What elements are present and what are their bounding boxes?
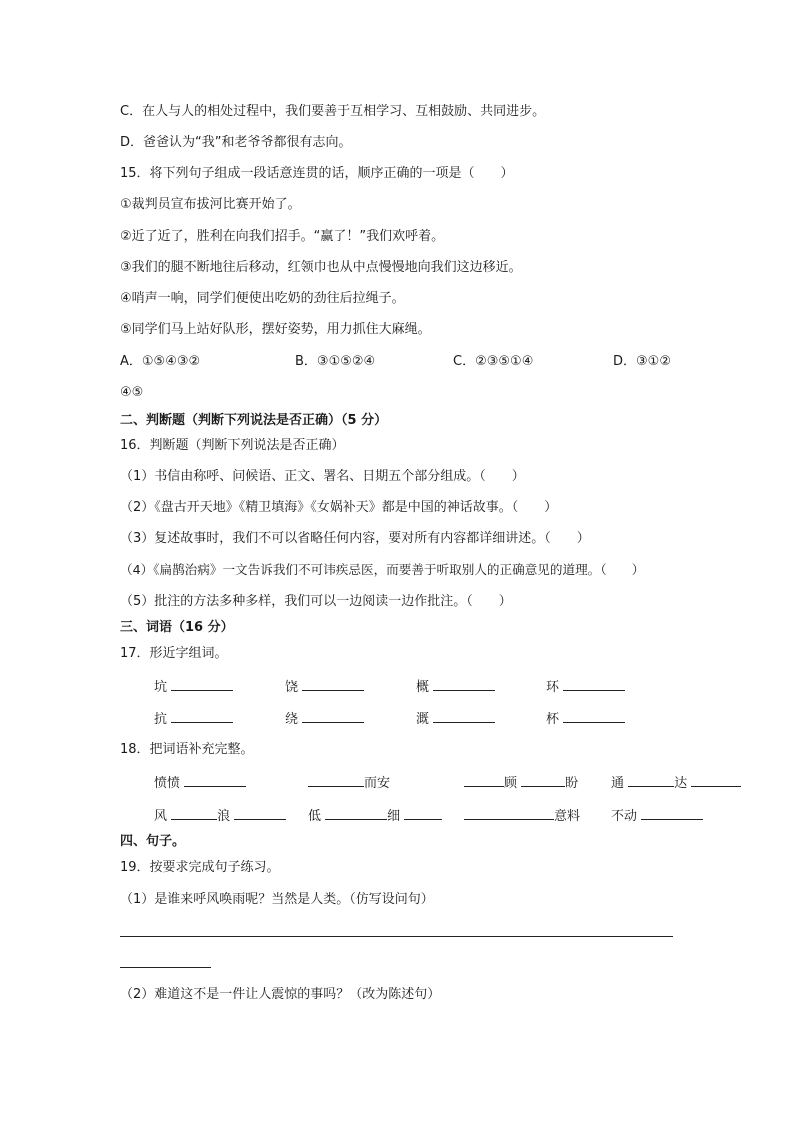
section-3-heading: 三、词语（16 分） bbox=[120, 620, 234, 635]
answer-blank[interactable] bbox=[464, 774, 504, 787]
answer-blank[interactable] bbox=[563, 710, 625, 723]
q15-option-c: C．②③⑤①④ bbox=[453, 354, 534, 369]
sentence-3: ③我们的腿不断地往后移动，红领巾也从中点慢慢地向我们这边移近。 bbox=[120, 260, 522, 275]
section-2-heading: 二、判断题（判断下列说法是否正确）（5 分） bbox=[120, 413, 388, 428]
judge-2: （2）《盘古开天地》《精卫填海》《女娲补天》都是中国的神话故事。（ ） bbox=[120, 500, 558, 515]
answer-blank[interactable] bbox=[641, 807, 703, 820]
sentence-4: ④哨声一响，同学们便使出吃奶的劲往后拉绳子。 bbox=[120, 291, 405, 306]
q17-char: 抗 bbox=[154, 710, 233, 728]
question-18: 18．把词语补充完整。 bbox=[120, 742, 254, 757]
judge-5: （5）批注的方法多种多样，我们可以一边阅读一边作批注。（ ） bbox=[120, 594, 512, 609]
answer-blank[interactable] bbox=[308, 774, 364, 787]
q18-word: 风 浪 bbox=[154, 807, 286, 825]
answer-blank[interactable] bbox=[691, 774, 741, 787]
answer-line[interactable] bbox=[120, 967, 211, 968]
q17-char: 概 bbox=[416, 678, 495, 696]
q18-word: 通 达 bbox=[611, 774, 741, 792]
q17-char: 饶 bbox=[285, 678, 364, 696]
judge-4: （4）《扁鹊治病》一文告诉我们不可讳疾忌医，而要善于听取别人的正确意见的道理。（ ） bbox=[120, 562, 645, 577]
sentence-1: ①裁判员宣布拔河比赛开始了。 bbox=[120, 197, 301, 212]
answer-blank[interactable] bbox=[171, 678, 233, 691]
q19-part-2: （2）难道这不是一件让人震惊的事吗？（改为陈述句） bbox=[120, 987, 441, 1002]
answer-blank[interactable] bbox=[171, 807, 217, 820]
judge-3: （3）复述故事时，我们不可以省略任何内容，要对所有内容都详细讲述。（ ） bbox=[120, 531, 590, 546]
question-16: 16．判断题（判断下列说法是否正确） bbox=[120, 438, 345, 453]
question-15: 15．将下列句子组成一段话意连贯的话，顺序正确的一项是（ ） bbox=[120, 166, 514, 181]
question-17: 17．形近字组词。 bbox=[120, 646, 228, 661]
answer-blank[interactable] bbox=[302, 710, 364, 723]
q18-word: 而安 bbox=[308, 774, 390, 792]
option-d: D．爸爸认为“我”和老爷爷都很有志向。 bbox=[120, 135, 352, 150]
sentence-2: ②近了近了，胜利在向我们招手。“赢了！”我们欢呼着。 bbox=[120, 229, 445, 244]
sentence-5: ⑤同学们马上站好队形，摆好姿势，用力抓住大麻绳。 bbox=[120, 322, 431, 337]
answer-blank[interactable] bbox=[184, 774, 246, 787]
q18-word: 意料 bbox=[464, 807, 580, 825]
answer-line[interactable] bbox=[120, 936, 673, 937]
answer-blank[interactable] bbox=[302, 678, 364, 691]
q18-word: 低 细 bbox=[308, 807, 442, 825]
q15-option-d-continued: ④⑤ bbox=[120, 385, 144, 400]
section-4-heading: 四、句子。 bbox=[120, 834, 186, 849]
question-19: 19．按要求完成句子练习。 bbox=[120, 860, 280, 875]
q17-char: 绕 bbox=[285, 710, 364, 728]
q17-char: 溉 bbox=[416, 710, 495, 728]
answer-blank[interactable] bbox=[433, 678, 495, 691]
answer-blank[interactable] bbox=[521, 774, 565, 787]
answer-blank[interactable] bbox=[404, 807, 442, 820]
answer-blank[interactable] bbox=[628, 774, 674, 787]
q15-option-b: B．③①⑤②④ bbox=[295, 354, 376, 369]
q15-option-d: D．③①② bbox=[613, 354, 671, 369]
answer-blank[interactable] bbox=[171, 710, 233, 723]
q17-char: 环 bbox=[546, 678, 625, 696]
answer-blank[interactable] bbox=[234, 807, 286, 820]
q18-word: 不动 bbox=[611, 807, 703, 825]
q15-option-a: A．①⑤④③② bbox=[120, 354, 201, 369]
q18-word: 顾 盼 bbox=[464, 774, 578, 792]
answer-blank[interactable] bbox=[563, 678, 625, 691]
judge-1: （1）书信由称呼、问候语、正文、署名、日期五个部分组成。（ ） bbox=[120, 469, 525, 484]
q17-char: 杯 bbox=[546, 710, 625, 728]
option-c: C．在人与人的相处过程中，我们要善于互相学习、互相鼓励、共同进步。 bbox=[120, 104, 546, 119]
q17-char: 坑 bbox=[154, 678, 233, 696]
answer-blank[interactable] bbox=[433, 710, 495, 723]
q19-part-1: （1）是谁来呼风唤雨呢？当然是人类。（仿写设问句） bbox=[120, 892, 434, 907]
answer-blank[interactable] bbox=[325, 807, 387, 820]
answer-blank[interactable] bbox=[464, 807, 554, 820]
q18-word: 愤愤 bbox=[154, 774, 246, 792]
